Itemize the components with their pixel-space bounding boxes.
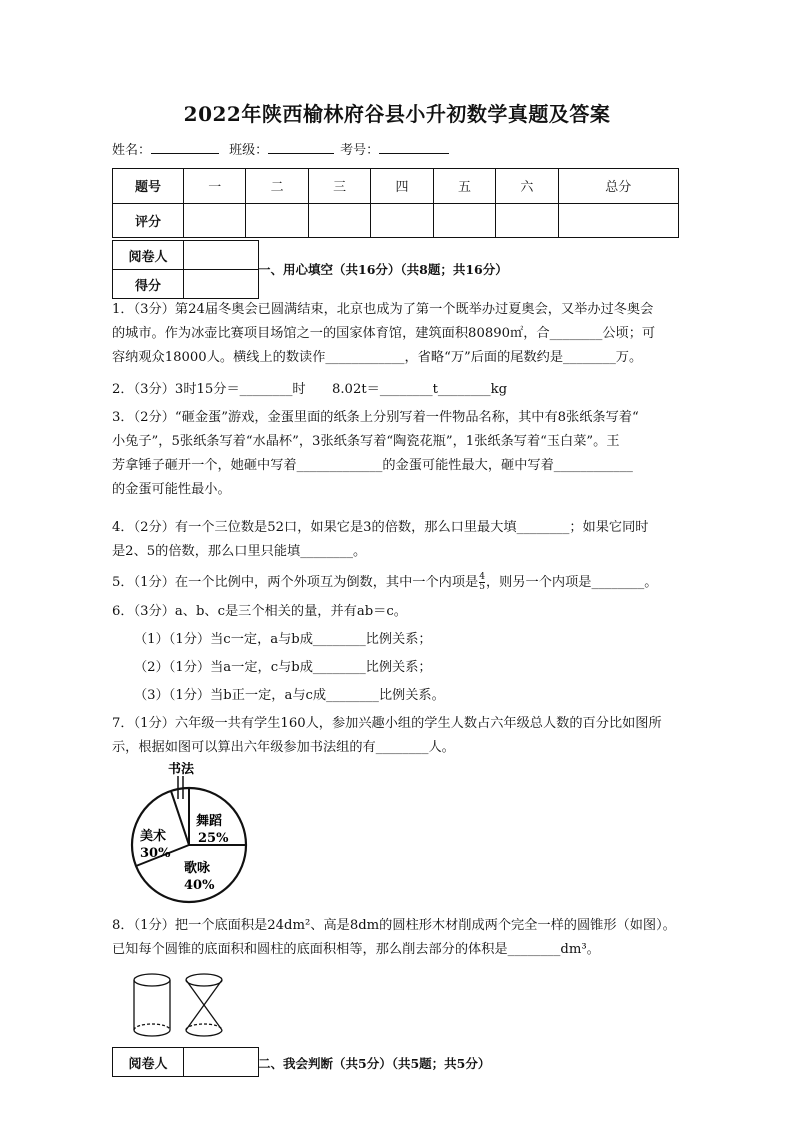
class-blank[interactable] [268, 141, 334, 154]
question-4 [112, 516, 687, 564]
q6-sub3: （3）（1分）当b正一定，a与c成________比例关系。 [134, 688, 445, 703]
q7-line2: 示，根据如图可以算出六年级参加书法组的有________人。 [112, 740, 455, 755]
dance-pct-label: 25% [198, 831, 229, 846]
section1-reviewer-box [112, 240, 259, 299]
score-col-total: 总分 [558, 169, 678, 204]
calligraphy-label: 书法 [168, 762, 195, 777]
name-blank[interactable] [151, 141, 219, 154]
score-col-5: 五 [433, 169, 495, 204]
page-title: 2022年陕西榆林府谷县小升初数学真题及答案 [183, 102, 611, 126]
score-col-3: 三 [308, 169, 370, 204]
question-1 [112, 298, 687, 370]
q8-line2: 已知每个圆锥的底面积和圆柱的底面积相等，那么削去部分的体积是________dm³。 [112, 942, 600, 957]
q1-line1: 1．（3分）第24届冬奥会已圆满结束，北京也成为了第一个既举办过夏奥会，又举办过冬奥会 [112, 302, 654, 317]
score-col-4: 四 [371, 169, 433, 204]
exam-no-blank[interactable] [379, 141, 449, 154]
q8-line1: 8．（1分）把一个底面积是24dm²、高是8dm的圆柱形木材削成两个完全一样的圆锥形（如图）。 [112, 918, 676, 933]
q7-line1: 7．（1分）六年级一共有学生160人，参加兴趣小组的学生人数占六年级总人数的百分比如图所 [112, 716, 662, 731]
question-8 [112, 914, 687, 962]
reviewer-label: 阅卷人 [113, 1048, 184, 1077]
score-cell[interactable] [308, 203, 370, 238]
q4-line2: 是2、5的倍数，那么口里只能填________。 [112, 544, 367, 559]
score-table-header-row [113, 169, 679, 204]
singing-pct-label: 40% [184, 878, 215, 893]
section2-heading: 二、我会判断（共5分）（共5题；共5分） [258, 1056, 491, 1071]
q2-line1: 2．（3分）3时15分＝________时 8.02t＝________t________kg [112, 382, 508, 397]
reviewer-label: 阅卷人 [113, 241, 184, 270]
q5-denominator: 5 [479, 582, 485, 592]
score-cell[interactable] [246, 203, 308, 238]
pie-chart [120, 762, 260, 910]
q4-line1: 4．（2分）有一个三位数是52口，如果它是3的倍数，那么口里最大填________；如果它同时 [112, 520, 649, 535]
q5-text-before: 5．（1分）在一个比例中，两个外项互为倒数，其中一个内项是 [112, 575, 479, 590]
question-number-label: 题号 [113, 169, 184, 204]
score-table-score-row [113, 203, 679, 238]
exam-no-label: 考号： [340, 143, 380, 158]
double-cone-drawing [186, 974, 222, 1036]
singing-label: 歌咏 [184, 861, 211, 876]
question-3 [112, 406, 687, 502]
score-cell[interactable] [496, 203, 558, 238]
section2-reviewer-box [112, 1047, 259, 1077]
section-score-cell[interactable] [184, 270, 259, 299]
q5-fraction [479, 573, 485, 592]
score-col-6: 六 [496, 169, 558, 204]
cylinder-cone-figure [128, 970, 238, 1040]
q5-text-after: ，则另一个内项是________。 [485, 575, 658, 590]
name-label: 姓名： [112, 143, 152, 158]
q6-sub2: （2）（1分）当a一定，c与b成________比例关系； [134, 660, 432, 675]
score-cell[interactable] [184, 203, 246, 238]
section1-heading: 一、用心填空（共16分）（共8题；共16分） [258, 262, 508, 277]
question-5 [112, 571, 687, 595]
q6-line1: 6．（3分）a、b、c是三个相关的量，并有ab＝c。 [112, 604, 407, 619]
score-cell[interactable] [558, 203, 678, 238]
q3-line1: 3．（2分）“砸金蛋”游戏，金蛋里面的纸条上分别写着一件物品名称，其中有8张纸条写着“ [112, 410, 639, 425]
q3-line4: 的金蛋可能性最小。 [112, 482, 231, 497]
question-6 [112, 600, 687, 624]
score-cell[interactable] [371, 203, 433, 238]
reviewer-cell[interactable] [184, 241, 259, 270]
question-2 [112, 378, 687, 402]
slice-border-calligraphy [171, 791, 189, 845]
reviewer-cell[interactable] [184, 1048, 259, 1077]
q3-line2: 小兔子”，5张纸条写着“水晶杯”，3张纸条写着“陶瓷花瓶”，1张纸条写着“玉白菜”。王 [112, 434, 620, 449]
score-cell[interactable] [433, 203, 495, 238]
section-score-label: 得分 [113, 270, 184, 299]
class-label: 班级： [229, 143, 269, 158]
score-col-2: 二 [246, 169, 308, 204]
score-col-1: 一 [184, 169, 246, 204]
q1-line2: 的城市。作为冰壶比赛项目场馆之一的国家体育馆，建筑面积80890㎡，合________公顷；可 [112, 326, 656, 341]
score-table [112, 168, 679, 238]
dance-label: 舞蹈 [196, 814, 223, 829]
student-info-line [112, 139, 455, 158]
art-label: 美术 [140, 829, 167, 844]
score-row-label: 评分 [113, 203, 184, 238]
q3-line3: 芳拿锤子砸开一个，她砸中写着_____________的金蛋可能性最大，砸中写着____________ [112, 458, 633, 473]
question-7 [112, 712, 687, 760]
art-pct-label: 30% [140, 846, 171, 861]
q6-sub1: （1）（1分）当c一定，a与b成________比例关系； [134, 632, 432, 647]
q5-numerator: 4 [479, 572, 485, 582]
q1-line3: 容纳观众18000人。横线上的数读作____________，省略“万”后面的尾数约是________万。 [112, 350, 643, 365]
cylinder-drawing [134, 974, 170, 1036]
